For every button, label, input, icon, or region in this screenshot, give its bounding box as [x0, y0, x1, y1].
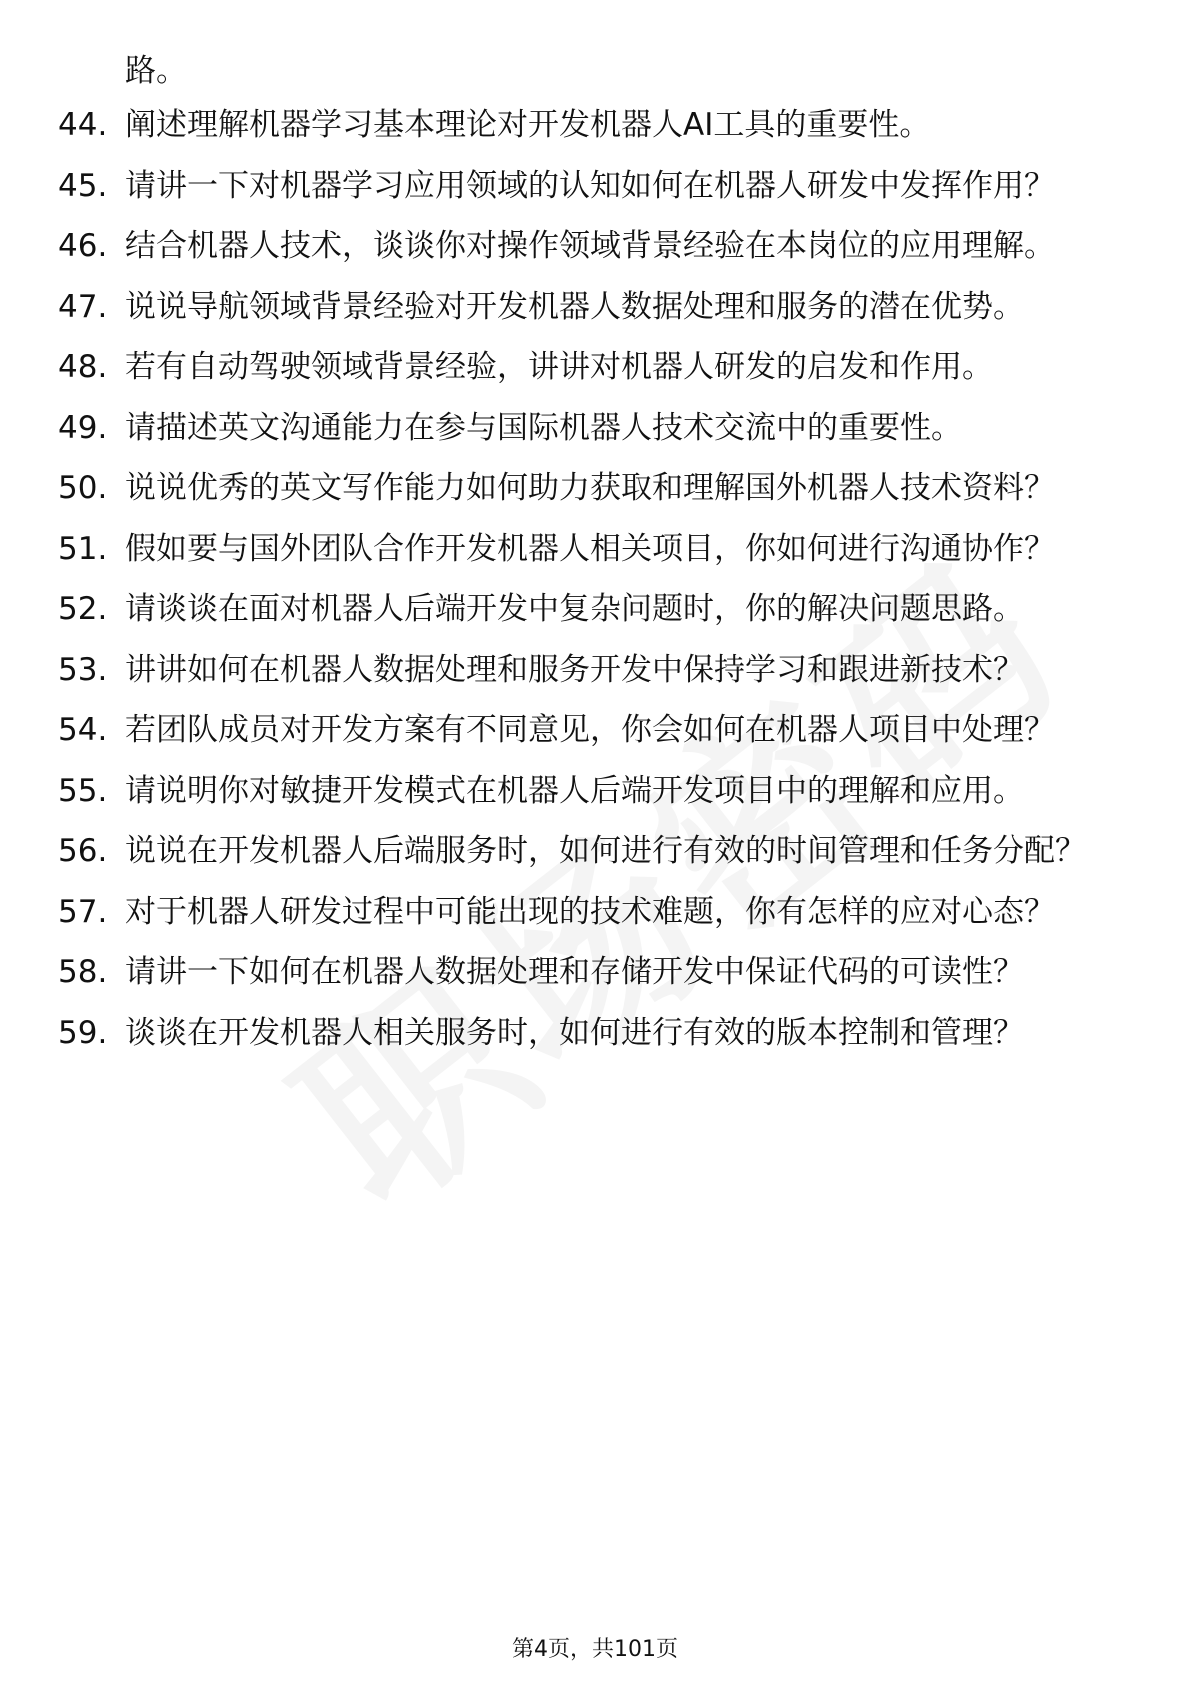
- list-item: [0, 709, 1190, 751]
- question-text: 对于机器人研发过程中可能出现的技术难题，你有怎样的应对心态？: [125, 893, 1055, 930]
- list-item: [0, 467, 1190, 509]
- list-item: [0, 830, 1190, 872]
- question-text: 请讲一下对机器学习应用领域的认知如何在机器人研发中发挥作用？: [125, 167, 1055, 204]
- question-number: 58.: [58, 954, 108, 990]
- question-number: 45.: [58, 167, 108, 204]
- question-number: 51.: [58, 530, 108, 567]
- question-number: 53.: [58, 651, 108, 688]
- question-number: 54.: [58, 712, 108, 748]
- question-text: 假如要与国外团队合作开发机器人相关项目，你如何进行沟通协作？: [125, 530, 1055, 567]
- question-text: 请谈谈在面对机器人后端开发中复杂问题时，你的解决问题思路。: [125, 591, 1024, 627]
- list-item: [0, 528, 1190, 570]
- list-item: [0, 951, 1190, 993]
- list-item: [0, 649, 1190, 691]
- question-text: 请描述英文沟通能力在参与国际机器人技术交流中的重要性。: [125, 409, 962, 446]
- question-text: 若团队成员对开发方案有不同意见，你会如何在机器人项目中处理？: [125, 712, 1055, 748]
- list-item: [0, 770, 1190, 812]
- page-number-footer: 第4页，共101页: [512, 1637, 678, 1662]
- question-text: 若有自动驾驶领域背景经验，讲讲对机器人研发的启发和作用。: [125, 349, 993, 385]
- question-number: 57.: [58, 893, 108, 930]
- question-text: 讲讲如何在机器人数据处理和服务开发中保持学习和跟进新技术？: [125, 651, 1024, 688]
- question-text: 谈谈在开发机器人相关服务时，如何进行有效的版本控制和管理？: [125, 1014, 1024, 1051]
- question-text: 说说在开发机器人后端服务时，如何进行有效的时间管理和任务分配？: [125, 833, 1086, 869]
- question-number: 44.: [58, 107, 108, 143]
- question-number: 48.: [58, 349, 108, 385]
- list-item: [0, 588, 1190, 630]
- list-item: [0, 225, 1190, 267]
- list-item: [0, 165, 1190, 207]
- question-number: 47.: [58, 288, 108, 325]
- question-number: 50.: [58, 470, 108, 506]
- list-item: [0, 891, 1190, 933]
- list-item: [0, 346, 1190, 388]
- question-text: 结合机器人技术，谈谈你对操作领域背景经验在本岗位的应用理解。: [125, 228, 1055, 264]
- question-number: 55.: [58, 772, 108, 809]
- question-number: 46.: [58, 228, 108, 264]
- continuation-text: 路。: [125, 53, 187, 89]
- question-text: 说说导航领域背景经验对开发机器人数据处理和服务的潜在优势。: [125, 288, 1024, 325]
- list-item: [0, 286, 1190, 328]
- list-item: [0, 1012, 1190, 1054]
- question-number: 49.: [58, 409, 108, 446]
- list-item: [0, 407, 1190, 449]
- question-text: 请说明你对敏捷开发模式在机器人后端开发项目中的理解和应用。: [125, 772, 1024, 809]
- question-text: 请讲一下如何在机器人数据处理和存储开发中保证代码的可读性？: [125, 954, 1024, 990]
- question-text: 说说优秀的英文写作能力如何助力获取和理解国外机器人技术资料？: [125, 470, 1055, 506]
- question-number: 52.: [58, 591, 108, 627]
- question-text: 阐述理解机器学习基本理论对开发机器人AI工具的重要性。: [125, 107, 931, 143]
- question-list: [0, 104, 1190, 1072]
- list-item: [0, 104, 1190, 146]
- question-number: 56.: [58, 833, 108, 869]
- question-number: 59.: [58, 1014, 108, 1051]
